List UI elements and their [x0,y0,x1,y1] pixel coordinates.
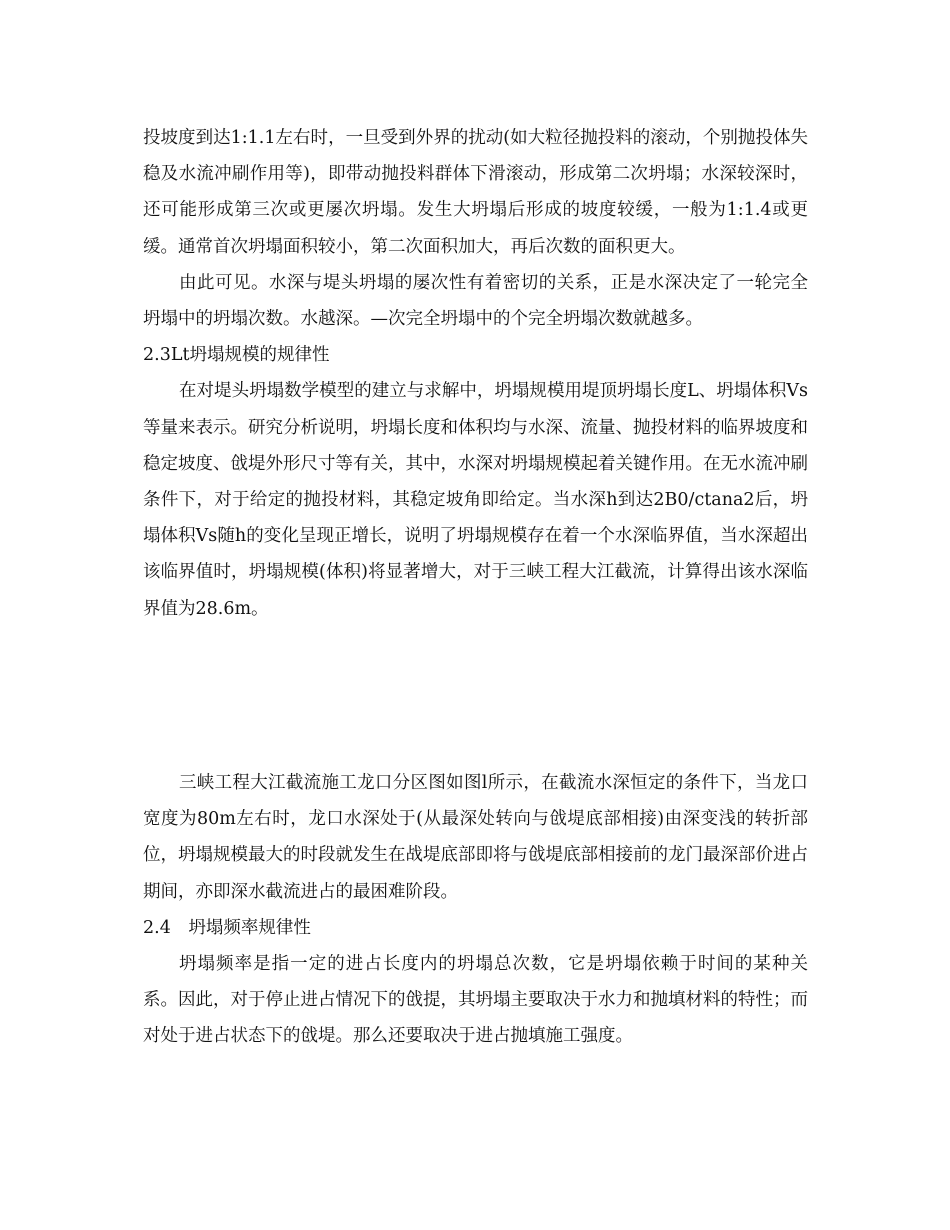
paragraph-depth-relation: 由此可见。水深与堤头坍塌的屡次性有着密切的关系，正是水深决定了一轮完全坍塌中的坍塌次数。水越深。—次完全坍塌中的个完全坍塌次数就越多。 [143,272,808,330]
text-block-upper [143,120,808,627]
section-heading-2-4: 2.4 坍塌频率规律性 [143,917,311,938]
paragraph-collapse-scale: 在对堤头坍塌数学模型的建立与求解中，坍塌规模用堤顶坍塌长度L、坍塌体积Vs等量来表示。研究分析说明，坍塌长度和体积均与水深、流量、抛投材料的临界坡度和稳定坡度、戗堤外形尺寸等有关，其中，水深对坍塌规模起着关键作用。在无水流冲刷条件下，对于给定的抛投材料，其稳定坡角即给定。当水深h到达2B0/ctana2后，坍塌体积Vs随h的变化呈现正增长，说明了坍塌规模存在着一个水深临界值，当水深超出该临界值时，坍塌规模(体积)将显著增大，对于三峡工程大江截流，计算得出该水深临界值为28.6m。 [143,381,808,619]
paragraph-collapse-sequence: 投坡度到达1:1.1左右时，一旦受到外界的扰动(如大粒径抛投料的滚动，个别抛投体失稳及水流冲刷作用等)，即带动抛投料群体下滑滚动，形成第二次坍塌；水深较深时，还可能形成第三次或更屡次坍塌。发生大坍塌后形成的坡度较缓，一般为1:1.4或更缓。通常首次坍塌面积较小，第二次面积加大，再后次数的面积更大。 [143,128,808,257]
text-block-lower [143,765,808,1055]
paragraph-closure-gap: 三峡工程大江截流施工龙口分区图如图l所示，在截流水深恒定的条件下，当龙口宽度为80m左右时，龙口水深处于(从最深处转向与戗堤底部相接)由深变浅的转折部位，坍塌规模最大的时段就发生在战堤底部即将与戗堤底部相接前的龙门最深部价进占期间，亦即深水截流进占的最困难阶段。 [143,773,808,902]
paragraph-collapse-frequency: 坍塌频率是指一定的进占长度内的坍塌总次数，它是坍塌依赖于时间的某种关系。因此，对于停止进占情况下的戗提，其坍塌主要取决于水力和抛填材料的特性；而对处于进占状态下的戗堤。那么还要取决于进占抛填施工强度。 [143,954,808,1047]
section-heading-2-3: 2.3Lt坍塌规模的规律性 [143,345,330,366]
